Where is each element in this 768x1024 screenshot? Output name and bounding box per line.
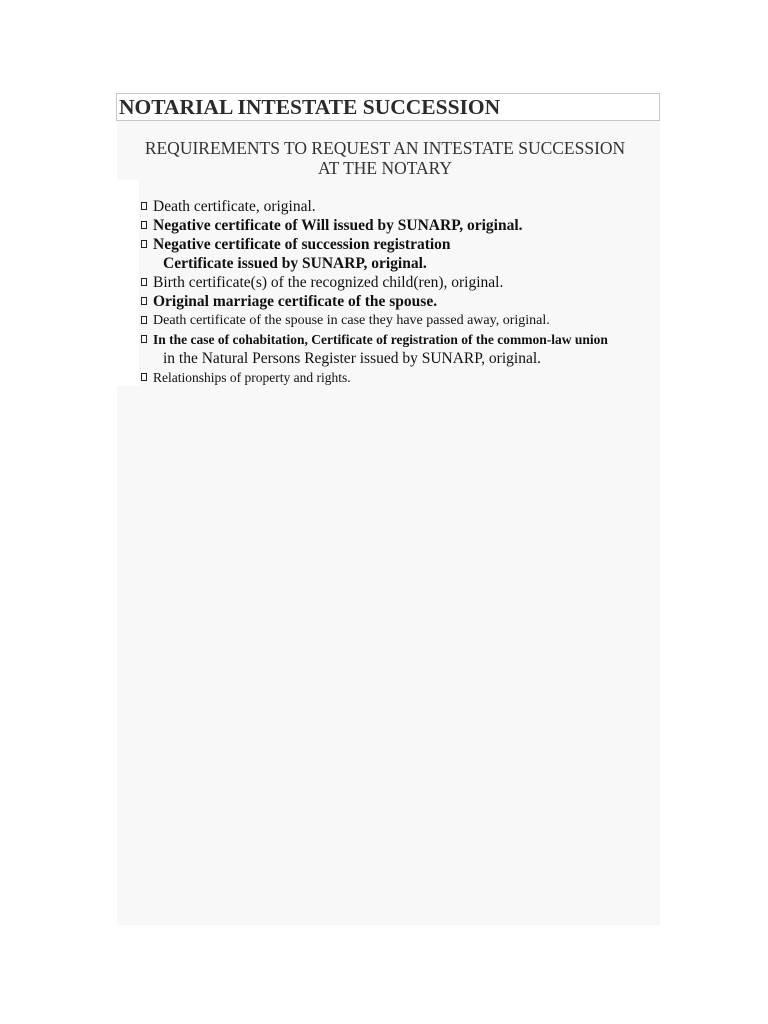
requirement-text: Relationships of property and rights. <box>153 370 351 385</box>
square-bullet-icon <box>141 240 147 248</box>
requirement-text: Birth certificate(s) of the recognized child(ren), original. <box>153 274 504 291</box>
requirement-text: In the case of cohabitation, Certificate of registration of the common-law union <box>153 332 608 347</box>
list-item <box>141 368 608 387</box>
square-bullet-icon <box>141 202 147 210</box>
requirements-list <box>141 197 608 387</box>
list-item <box>141 311 608 330</box>
page-title: NOTARIAL INTESTATE SUCCESSION <box>119 95 501 119</box>
list-item <box>141 235 608 273</box>
square-bullet-icon <box>141 278 147 286</box>
list-item <box>141 273 608 292</box>
requirement-continuation: Certificate issued by SUNARP, original. <box>163 255 427 272</box>
list-item <box>141 330 608 368</box>
list-item <box>141 216 608 235</box>
square-bullet-icon <box>141 373 147 381</box>
requirement-text: Death certificate of the spouse in case they have passed away, original. <box>153 313 550 328</box>
subtitle-line-2: AT THE NOTARY <box>317 158 453 178</box>
list-item <box>141 197 608 216</box>
square-bullet-icon <box>141 335 147 343</box>
square-bullet-icon <box>141 316 147 324</box>
subtitle-line-1: REQUIREMENTS TO REQUEST AN INTESTATE SUCCESSION <box>144 138 626 158</box>
title-box <box>116 93 660 121</box>
requirement-text: Negative certificate of Will issued by SUNARP, original. <box>153 217 523 234</box>
requirement-continuation: in the Natural Persons Register issued by SUNARP, original. <box>163 350 542 367</box>
requirement-text: Death certificate, original. <box>153 198 316 215</box>
requirement-text: Original marriage certificate of the spouse. <box>153 293 438 310</box>
requirement-text: Negative certificate of succession registration <box>153 236 451 253</box>
page-subtitle <box>117 138 653 178</box>
list-item <box>141 292 608 311</box>
square-bullet-icon <box>141 297 147 305</box>
panel-margin <box>117 180 139 386</box>
square-bullet-icon <box>141 221 147 229</box>
